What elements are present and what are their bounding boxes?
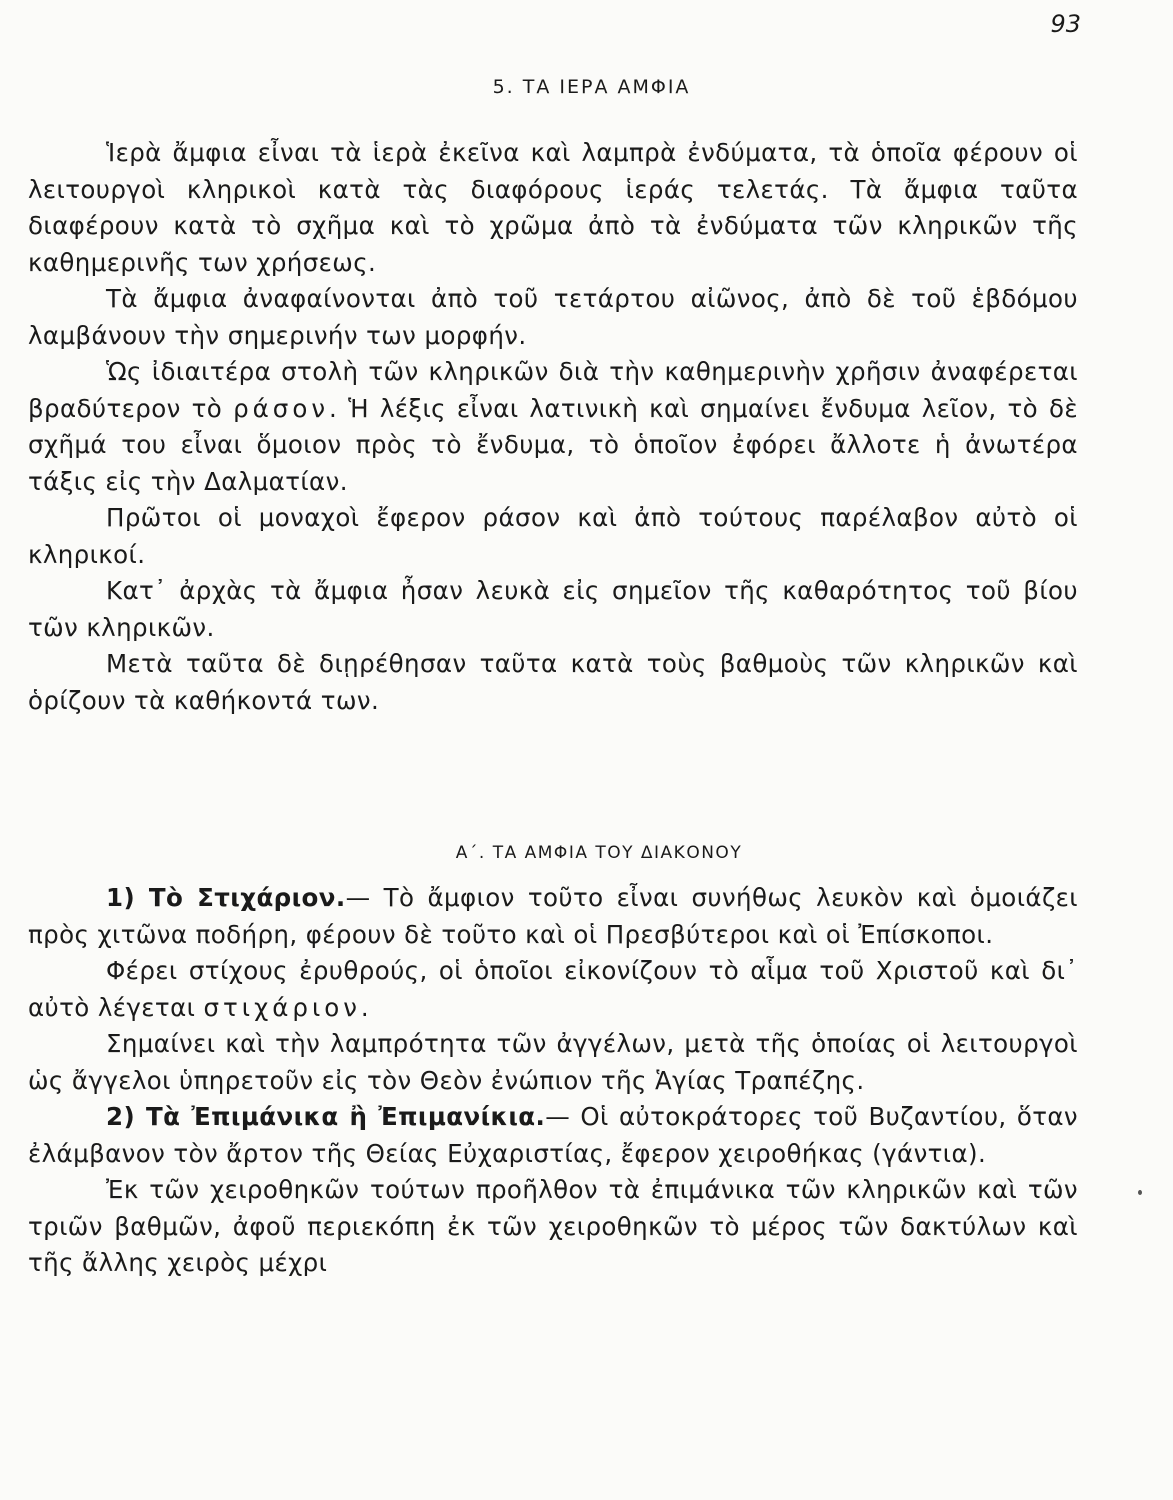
paragraph-text: Φέρει στίχους ἐρυθρούς, οἱ ὁποῖοι εἰκονίζουν τὸ αἷμα τοῦ Χριστοῦ καὶ δι᾽ αὐτὸ λέγεται: [28, 956, 1078, 1022]
paragraph-text: — Οἱ αὐτοκράτορες τοῦ Βυζαντίου, ὅταν ἐλάμβανον τὸν ἄρτον τῆς Θείας Εὐχαριστίας, ἔφερον χειροθήκας (γάντια).: [28, 1102, 1078, 1168]
section-title: 5. ΤΑ ΙΕΡΑ ΑΜΦΙΑ: [492, 76, 691, 98]
paragraph: Σημαίνει καὶ τὴν λαμπρότητα τῶν ἀγγέλων, μετὰ τῆς ὁποίας οἱ λειτουργοὶ ὡς ἄγγελοι ὑπηρετοῦν εἰς τὸν Θεὸν ἐνώπιον τῆς Ἁγίας Τραπέζης.: [28, 1029, 1078, 1095]
emphasized-term: ράσον: [233, 393, 329, 423]
entry-heading: 2) Τὰ Ἐπιμάνικα ἢ Ἐπιμανίκια.: [106, 1102, 546, 1131]
paragraph-text: — Τὸ ἄμφιον τοῦτο εἶναι συνήθως λευκὸν καὶ ὁμοιάζει πρὸς χιτῶνα ποδήρη, φέρουν δὲ τοῦτο καὶ οἱ Πρεσβύτεροι καὶ οἱ Ἐπίσκοποι.: [28, 883, 1078, 949]
paragraph-text: Ὡς ἰδιαιτέρα στολὴ τῶν κληρικῶν διὰ τὴν καθημερινὴν χρῆσιν ἀναφέρεται βραδύτερον τὸ: [28, 357, 1078, 423]
paragraph: Τὰ ἄμφια ἀναφαίνονται ἀπὸ τοῦ τετάρτου αἰῶνος, ἀπὸ δὲ τοῦ ἑβδόμου λαμβάνουν τὴν σημερινήν των μορφήν.: [28, 284, 1078, 350]
subsection-title: Α΄. ΤΑ ΑΜΦΙΑ ΤΟΥ ΔΙΑΚΟΝΟΥ: [455, 843, 743, 863]
paragraph: Ἱερὰ ἄμφια εἶναι τὰ ἱερὰ ἐκεῖνα καὶ λαμπρὰ ἐνδύματα, τὰ ὁποῖα φέρουν οἱ λειτουργοὶ κληρικοὶ κατὰ τὰς διαφόρους ἱεράς τελετάς. Τὰ ἄμφια ταῦτα διαφέρουν κατὰ τὸ σχῆμα καὶ τὸ χρῶμα ἀπὸ τὰ ἐνδύματα τῶν κληρικῶν τῆς καθημερινῆς των χρήσεως.: [28, 138, 1078, 277]
paragraph-text: . Ἡ λέξις εἶναι λατινικὴ καὶ σημαίνει ἔνδυμα λεῖον, τὸ δὲ σχῆμά του εἶναι ὅμοιον πρὸς τὸ ἔνδυμα, τὸ ὁποῖον ἐφόρει ἄλλοτε ἡ ἀνωτέρα τάξις εἰς τὴν Δαλματίαν.: [28, 393, 1079, 496]
emphasized-term: στιχάριον: [203, 992, 361, 1022]
paragraph: [28, 880, 1078, 953]
paragraph: [28, 1099, 1078, 1172]
subsection-body: [28, 880, 1078, 1282]
entry-heading: 1) Τὸ Στιχάριον.: [106, 883, 346, 912]
paragraph: Κατ᾽ ἀρχὰς τὰ ἄμφια ἦσαν λευκὰ εἰς σημεῖον τῆς καθαρότητος τοῦ βίου τῶν κληρικῶν.: [28, 576, 1078, 642]
paragraph-text: .: [360, 992, 370, 1022]
section-body: [28, 135, 1078, 719]
paragraph: Μετὰ ταῦτα δὲ διῃρέθησαν ταῦτα κατὰ τοὺς βαθμοὺς τῶν κληρικῶν καὶ ὁρίζουν τὰ καθήκοντά των.: [28, 649, 1078, 715]
page-number: 93: [1050, 10, 1081, 38]
paragraph: Πρῶτοι οἱ μοναχοὶ ἔφερον ράσον καὶ ἀπὸ τούτους παρέλαβον αὐτὸ οἱ κληρικοί.: [28, 503, 1078, 569]
paragraph: [28, 354, 1078, 500]
paragraph: [28, 953, 1078, 1026]
ink-speck: [1138, 1190, 1142, 1195]
paragraph: Ἐκ τῶν χειροθηκῶν τούτων προῆλθον τὰ ἐπιμάνικα τῶν κληρικῶν καὶ τῶν τριῶν βαθμῶν, ἀφοῦ περιεκόπη ἐκ τῶν χειροθηκῶν τὸ μέρος τῶν δακτύλων καὶ τῆς ἄλλης χειρὸς μέχρι: [28, 1175, 1078, 1277]
